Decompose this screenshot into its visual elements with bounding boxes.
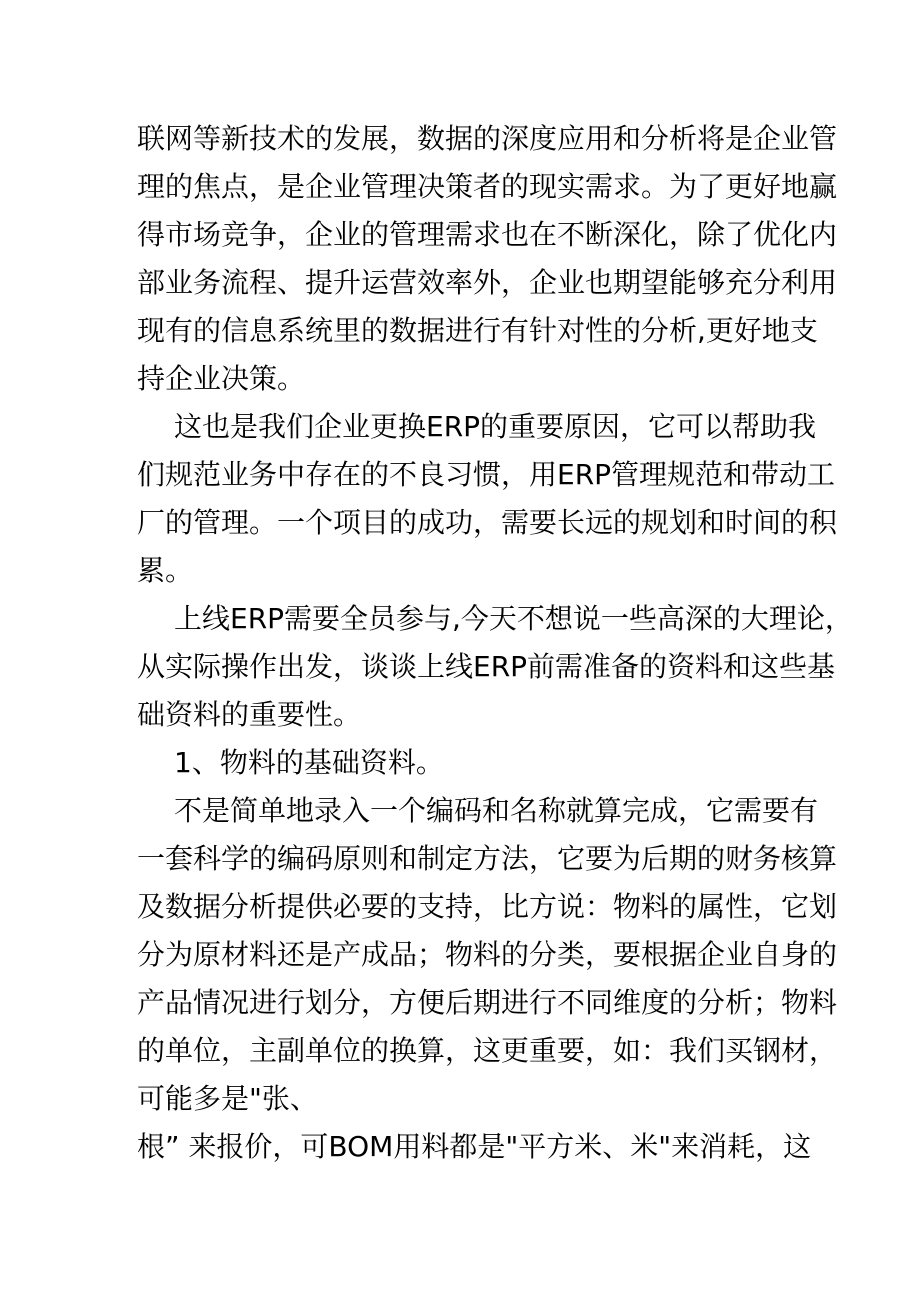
section-heading — [137, 739, 792, 787]
document-body — [137, 115, 853, 1171]
paragraph-5 — [137, 1123, 812, 1171]
text-line: 的单位，主副单位的换算，这更重要，如：我们买钢材， — [137, 1034, 838, 1067]
text-line: 可能多是"张、 — [137, 1082, 318, 1115]
text-line: 部业务流程、提升运营效率外，企业也期望能够充分利用 — [137, 266, 838, 299]
text-line: 现有的信息系统里的数据进行有针对性的分析,更好地支 — [137, 314, 818, 347]
text-line: 累。 — [137, 554, 194, 587]
text-line: 分为原材料还是产成品；物料的分类，要根据企业自身的 — [137, 938, 838, 971]
text-line: 这也是我们企业更换ERP的重要原因，它可以帮助我 — [174, 410, 817, 443]
paragraph-3 — [137, 595, 853, 739]
text-line: 上线ERP需要全员参与,今天不想说一些高深的大理论， — [174, 602, 853, 635]
text-line: 厂的管理。一个项目的成功，需要长远的规划和时间的积 — [137, 506, 838, 539]
text-line: 们规范业务中存在的不良习惯，用ERP管理规范和带动工 — [137, 458, 836, 491]
text-line: 从实际操作出发，谈谈上线ERP前需准备的资料和这些基 — [137, 650, 836, 683]
text-line: 持企业决策。 — [137, 362, 306, 395]
text-line: 联网等新技术的发展，数据的深度应用和分析将是企业管 — [137, 122, 838, 155]
heading-line: 1、物料的基础资料。 — [174, 746, 444, 779]
text-line: 不是简单地录入一个编码和名称就算完成，它需要有 — [174, 794, 819, 827]
paragraph-4 — [137, 787, 838, 1123]
text-line: 得市场竞争，企业的管理需求也在不断深化，除了优化内 — [137, 218, 838, 251]
text-line: 及数据分析提供必要的支持，比方说：物料的属性，它划 — [137, 890, 838, 923]
paragraph-1 — [137, 115, 838, 403]
text-line: 根” 来报价，可BOM用料都是"平方米、米"来消耗，这 — [137, 1130, 812, 1163]
text-line: 一套科学的编码原则和制定方法，它要为后期的财务核算 — [137, 842, 838, 875]
text-line: 理的焦点，是企业管理决策者的现实需求。为了更好地赢 — [137, 170, 838, 203]
paragraph-2 — [137, 403, 838, 595]
text-line: 础资料的重要性。 — [137, 698, 362, 731]
text-line: 产品情况进行划分，方便后期进行不同维度的分析；物料 — [137, 986, 838, 1019]
